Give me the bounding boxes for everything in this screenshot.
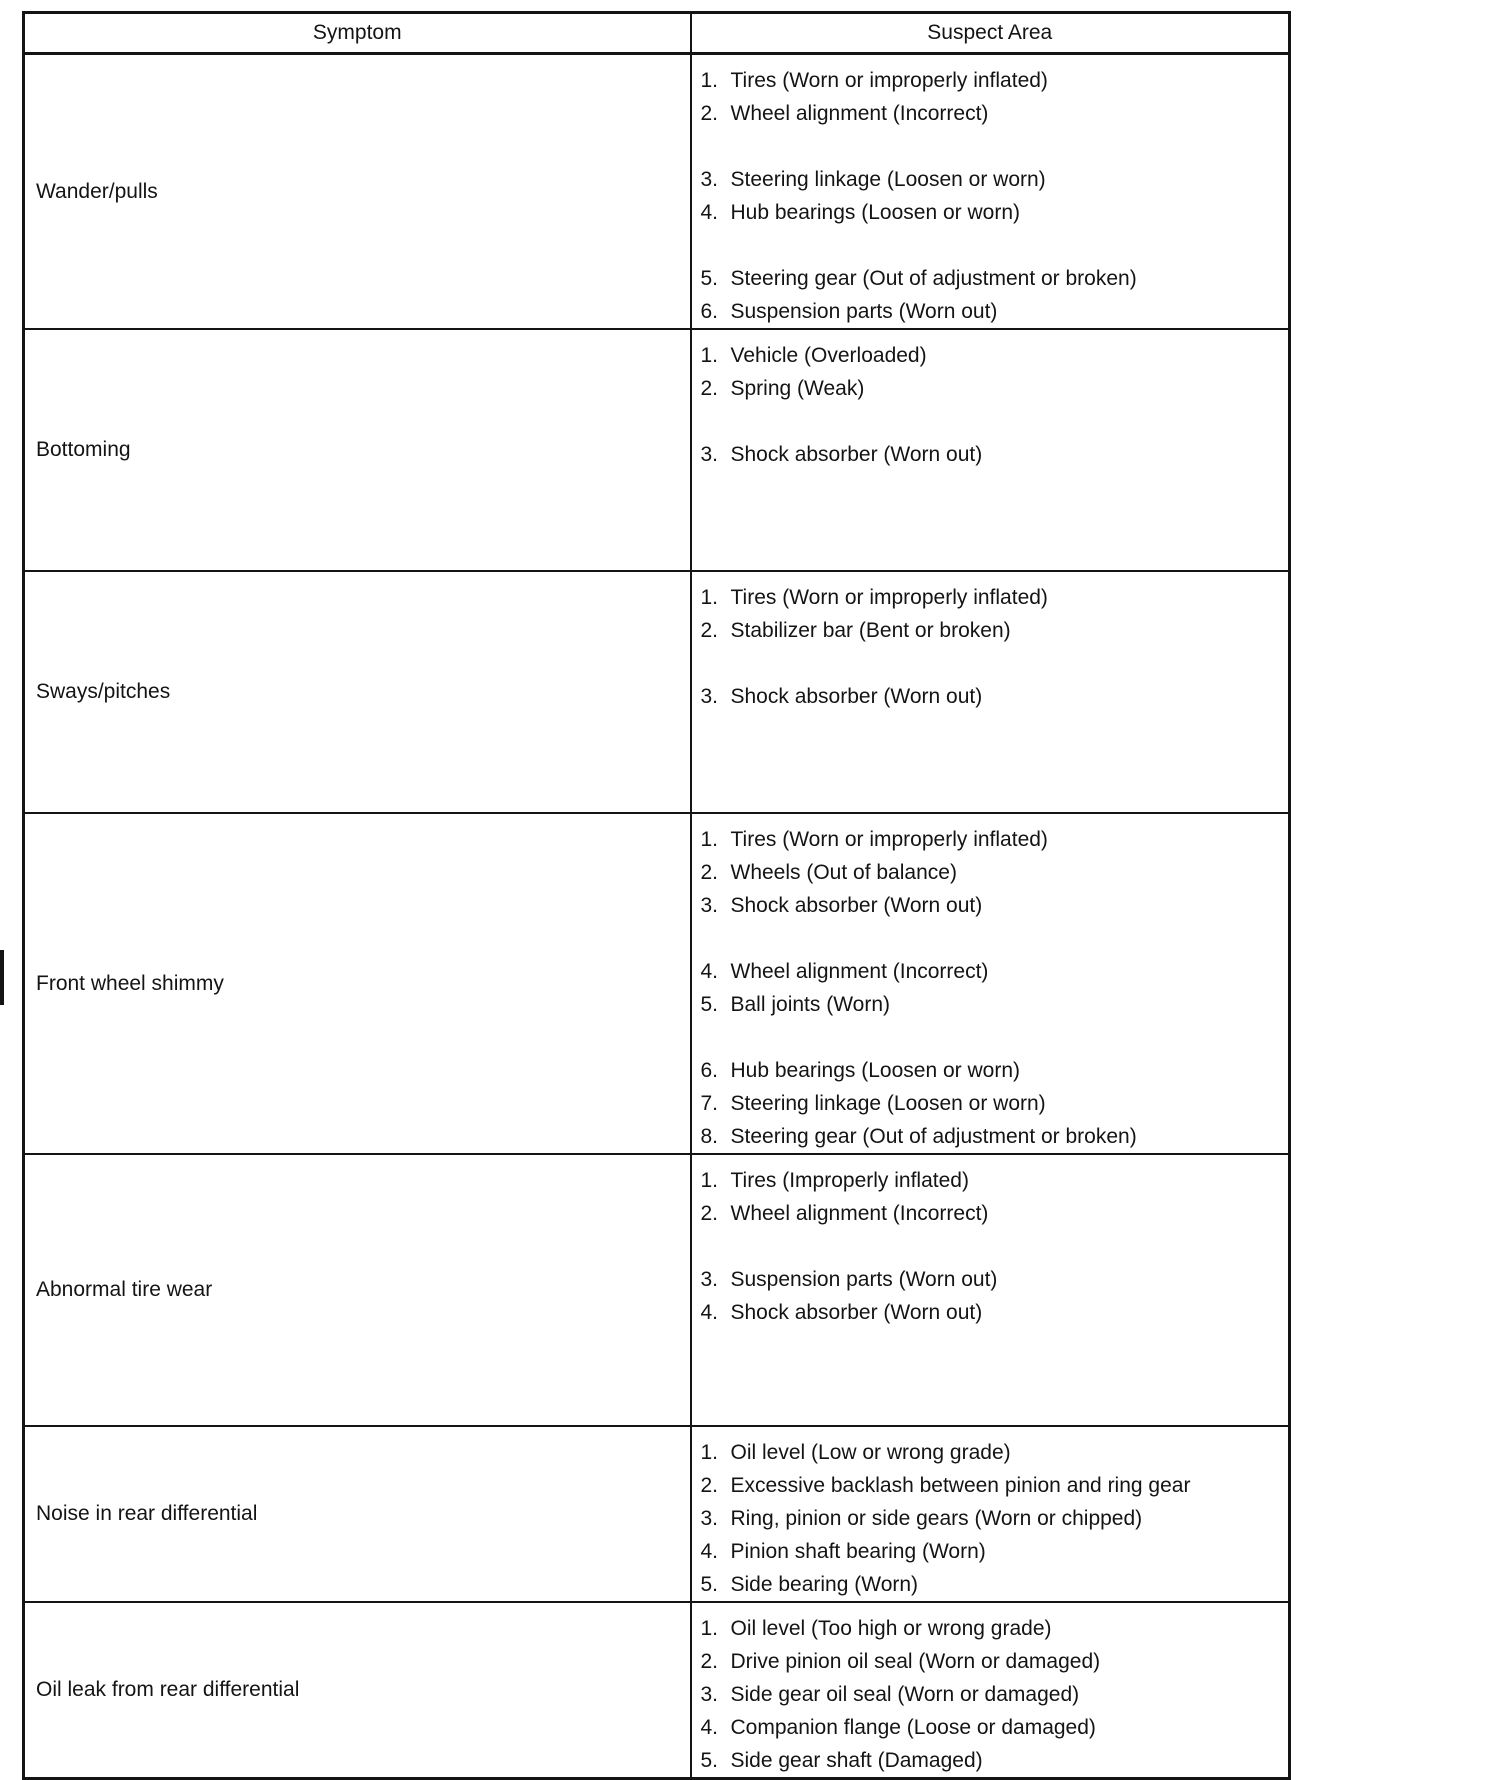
list-spacer <box>701 130 1289 163</box>
list-item <box>701 97 1289 130</box>
list-item <box>701 1535 1289 1568</box>
list-spacer <box>701 1021 1289 1054</box>
list-item <box>701 581 1289 614</box>
list-item <box>701 1744 1289 1777</box>
suspect-area-cell <box>691 1426 1290 1602</box>
item-text: Spring (Weak) <box>730 376 865 400</box>
item-text: Suspension parts (Worn out) <box>730 299 998 323</box>
item-text: Tires (Improperly inflated) <box>730 1168 969 1192</box>
symptom-cell: Sways/pitches <box>24 571 691 813</box>
table-row <box>24 1426 1290 1602</box>
item-text: Wheel alignment (Incorrect) <box>730 959 989 983</box>
table-row <box>24 1602 1290 1779</box>
list-item <box>701 1678 1289 1711</box>
item-number: 1. <box>700 585 719 609</box>
symptom-cell: Bottoming <box>24 329 691 571</box>
item-number: 1. <box>700 1168 719 1192</box>
item-number: 3. <box>700 893 719 917</box>
list-item <box>701 1711 1289 1744</box>
suspect-area-cell <box>691 1602 1290 1779</box>
suspect-area-header: Suspect Area <box>691 13 1290 54</box>
item-text: Tires (Worn or improperly inflated) <box>730 827 1048 851</box>
table-row <box>24 813 1290 1154</box>
item-text: Excessive backlash between pinion and ring gear <box>730 1473 1191 1497</box>
list-item <box>701 339 1289 372</box>
item-number: 4. <box>700 1300 719 1324</box>
item-number: 4. <box>700 200 719 224</box>
list-item <box>701 438 1289 471</box>
item-text: Wheels (Out of balance) <box>730 860 957 884</box>
list-item <box>701 196 1289 229</box>
list-item <box>701 889 1289 922</box>
item-number: 4. <box>700 1715 719 1739</box>
list-item <box>701 1054 1289 1087</box>
item-number: 1. <box>700 68 719 92</box>
item-number: 3. <box>700 167 719 191</box>
item-text: Hub bearings (Loosen or worn) <box>730 1058 1020 1082</box>
item-text: Tires (Worn or improperly inflated) <box>730 68 1048 92</box>
item-text: Steering linkage (Loosen or worn) <box>730 167 1046 191</box>
item-text: Ball joints (Worn) <box>730 992 890 1016</box>
item-number: 5. <box>700 992 719 1016</box>
item-number: 2. <box>700 101 719 125</box>
item-text: Steering linkage (Loosen or worn) <box>730 1091 1046 1115</box>
list-item <box>701 988 1289 1021</box>
list-item <box>701 856 1289 889</box>
item-number: 3. <box>700 684 719 708</box>
revision-bar <box>0 950 4 1005</box>
item-number: 3. <box>700 1267 719 1291</box>
item-text: Steering gear (Out of adjustment or broken) <box>730 1124 1137 1148</box>
item-text: Companion flange (Loose or damaged) <box>730 1715 1096 1739</box>
troubleshooting-table <box>22 11 1291 1780</box>
item-number: 2. <box>700 376 719 400</box>
symptom-cell: Front wheel shimmy <box>24 813 691 1154</box>
table-row <box>24 54 1290 330</box>
list-spacer <box>701 229 1289 262</box>
item-number: 3. <box>700 442 719 466</box>
item-number: 4. <box>700 959 719 983</box>
list-item <box>701 614 1289 647</box>
item-text: Side gear oil seal (Worn or damaged) <box>730 1682 1080 1706</box>
list-item <box>701 1645 1289 1678</box>
suspect-area-cell <box>691 571 1290 813</box>
symptom-header: Symptom <box>24 13 691 54</box>
list-item <box>701 163 1289 196</box>
suspect-area-cell <box>691 329 1290 571</box>
item-number: 2. <box>700 1649 719 1673</box>
list-item <box>701 1502 1289 1535</box>
suspect-area-cell <box>691 54 1290 330</box>
list-spacer <box>701 922 1289 955</box>
list-item <box>701 1469 1289 1502</box>
list-item <box>701 1568 1289 1601</box>
item-text: Steering gear (Out of adjustment or broken) <box>730 266 1137 290</box>
item-text: Shock absorber (Worn out) <box>730 442 983 466</box>
item-number: 1. <box>700 343 719 367</box>
item-number: 3. <box>700 1506 719 1530</box>
list-spacer <box>701 1230 1289 1263</box>
list-spacer <box>701 647 1289 680</box>
table-body <box>24 54 1290 1779</box>
item-text: Vehicle (Overloaded) <box>730 343 927 367</box>
list-spacer <box>701 405 1289 438</box>
header-row <box>24 13 1290 54</box>
symptom-cell: Oil leak from rear differential <box>24 1602 691 1779</box>
item-text: Oil level (Low or wrong grade) <box>730 1440 1011 1464</box>
item-number: 1. <box>700 827 719 851</box>
list-item <box>701 1120 1289 1153</box>
item-text: Wheel alignment (Incorrect) <box>730 101 989 125</box>
item-text: Shock absorber (Worn out) <box>730 684 983 708</box>
symptom-cell: Abnormal tire wear <box>24 1154 691 1426</box>
list-item <box>701 680 1289 713</box>
item-text: Stabilizer bar (Bent or broken) <box>730 618 1011 642</box>
table-row <box>24 571 1290 813</box>
list-item <box>701 372 1289 405</box>
item-number: 3. <box>700 1682 719 1706</box>
item-text: Shock absorber (Worn out) <box>730 1300 983 1324</box>
item-number: 1. <box>700 1440 719 1464</box>
list-item <box>701 1197 1289 1230</box>
item-text: Suspension parts (Worn out) <box>730 1267 998 1291</box>
item-number: 6. <box>700 299 719 323</box>
item-text: Side gear shaft (Damaged) <box>730 1748 983 1772</box>
item-number: 1. <box>700 1616 719 1640</box>
symptom-cell: Wander/pulls <box>24 54 691 330</box>
list-item <box>701 1087 1289 1120</box>
list-item <box>701 1164 1289 1197</box>
item-text: Pinion shaft bearing (Worn) <box>730 1539 986 1563</box>
item-number: 2. <box>700 618 719 642</box>
item-number: 2. <box>700 1473 719 1497</box>
item-number: 5. <box>700 1748 719 1772</box>
list-item <box>701 1612 1289 1645</box>
item-number: 7. <box>700 1091 719 1115</box>
item-number: 5. <box>700 1572 719 1596</box>
list-item <box>701 1436 1289 1469</box>
item-text: Ring, pinion or side gears (Worn or chipped) <box>730 1506 1143 1530</box>
list-item <box>701 262 1289 295</box>
list-item <box>701 823 1289 856</box>
symptom-cell: Noise in rear differential <box>24 1426 691 1602</box>
item-text: Wheel alignment (Incorrect) <box>730 1201 989 1225</box>
table-row <box>24 1154 1290 1426</box>
item-text: Tires (Worn or improperly inflated) <box>730 585 1048 609</box>
list-item <box>701 1263 1289 1296</box>
item-number: 6. <box>700 1058 719 1082</box>
list-item <box>701 64 1289 97</box>
item-text: Side bearing (Worn) <box>730 1572 919 1596</box>
item-number: 2. <box>700 860 719 884</box>
table-row <box>24 329 1290 571</box>
item-text: Shock absorber (Worn out) <box>730 893 983 917</box>
item-text: Hub bearings (Loosen or worn) <box>730 200 1020 224</box>
item-number: 2. <box>700 1201 719 1225</box>
item-text: Drive pinion oil seal (Worn or damaged) <box>730 1649 1101 1673</box>
list-item <box>701 295 1289 328</box>
item-text: Oil level (Too high or wrong grade) <box>730 1616 1052 1640</box>
list-item <box>701 1296 1289 1329</box>
suspect-area-cell <box>691 1154 1290 1426</box>
item-number: 4. <box>700 1539 719 1563</box>
list-item <box>701 955 1289 988</box>
item-number: 5. <box>700 266 719 290</box>
suspect-area-cell <box>691 813 1290 1154</box>
item-number: 8. <box>700 1124 719 1148</box>
